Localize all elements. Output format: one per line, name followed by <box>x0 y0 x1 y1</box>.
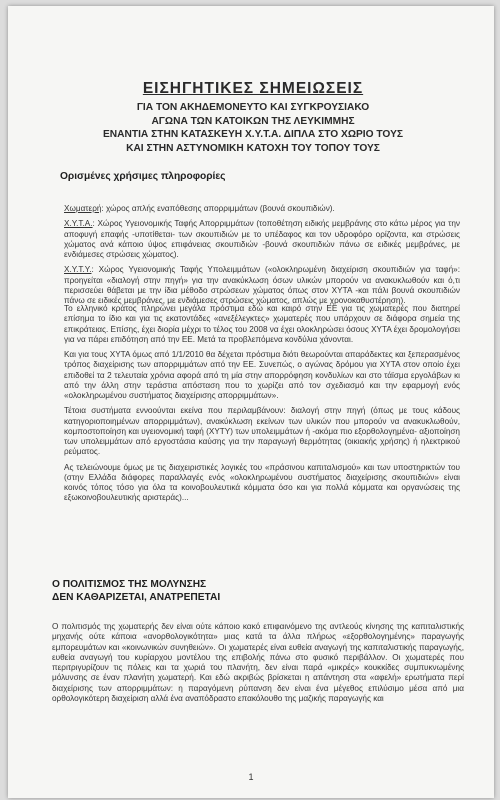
body-text-section1 <box>64 304 460 509</box>
document-page <box>8 6 494 798</box>
paragraph: Τέτοια συστήματα εννοούνται εκείνα που περιλαμβάνουν: διαλογή στην πηγή (όπως με τους κάδους κατηγοριοποιημένων απορριμμάτων), ανακύκλωση εκείνων των υλικών που μπορούν να ανακυκλωθούν, κομποστοποίηση και υγειονομική ταφή (ΧΥΤΥ) των υπολειμμάτων ή -ακόμα πιο εξορθολογημένα- αξιοποίηση των υπολειμμάτων από εργοστάσια καύσης για την παραγωγή θερμότητας (οικιακής χρήσης) ή ηλεκτρικού ρεύματος. <box>64 406 460 457</box>
definition-term: Χωματερή <box>64 204 102 213</box>
definition-text: : Χώρος Υγειονομικής Ταφής Απορριμμάτων (τοποθέτηση ειδικής μεμβράνης στο κάτω μέρος για την αποφυγή επαφής -υποτίθεται- των σκουπιδιών με το υπέδαφος και τον υδροφόρο ορίζοντα, και στρώσεις χώματος ανά κάποιο ύψος επιφάνειας σκουπιδιών -βουνά σκουπιδιών πάνω σε ειδικές μεμβράνες, με ενδιάμεσες στρώσεις χώματος). <box>64 219 460 259</box>
subtitle-line: ΓΙΑ ΤΟΝ ΑΚΗΔΕΜΟΝΕΥΤΟ ΚΑΙ ΣΥΓΚΡΟΥΣΙΑΚΟ <box>136 102 370 113</box>
subtitle-line: ΚΑΙ ΣΤΗΝ ΑΣΤΥΝΟΜΙΚΗ ΚΑΤΟΧΗ ΤΟΥ ΤΟΠΟΥ ΤΟΥΣ <box>126 142 380 154</box>
section-heading-info: Ορισμένες χρήσιμες πληροφορίες <box>60 171 226 182</box>
definition-text: : Χώρος Υγειονομικής Ταφής Υπολειμμάτων («ολοκληρωμένη διαχείριση σκουπιδιών για ταφή»: προηγείται «διαλογή στην πηγή» για την ανακύκλωση όσων υλικών μπορούν να ανακυκλωθούν και ό,τι περισσεύει θάβεται με την ίδια μέθοδο στρώσεων χώματος όπως στον ΧΥΤΑ -και πάλι βουνά σκουπιδιών πάνω σε ειδικές μεμβράνες, με ενδιάμεσες στρώσεις χώματος, απλώς με χρονοκαθυστέρηση). <box>64 265 460 305</box>
paragraph: Και για τους ΧΥΤΑ όμως από 1/1/2010 θα δέχεται πρόστιμα διότι θεωρούνται απαράδεκτες και ξεπερασμένος τρόπος διαχείρισης των απορριμμάτων από την ΕΕ. Συνεπώς, ο αγώνας δρόμου για ΧΥΤΑ στον οποίο έχει επιδοθεί τα 2 τελευταία χρόνια αφορά από τη μία στην απορρόφηση κονδυλίων και στο τάϊσμα εργολάβων κι από την άλλη στην τεράστια απόσταση που το χωρίζει από τον σχεδιασμό και την εφαρμογή ενός «ολοκληρωμένου συστήματος διαχείρισης απορριμμάτων». <box>64 350 460 400</box>
document-header <box>48 80 458 155</box>
body-text-section2 <box>52 622 464 709</box>
section-heading-pollution <box>52 578 220 604</box>
section-heading-line: ΔΕΝ ΚΑΘΑΡΙΖΕΤΑΙ, ΑΝΑΤΡΕΠΕΤΑΙ <box>52 592 221 603</box>
document-title: ΕΙΣΗΓΗΤΙΚΕΣ ΣΗΜΕΙΩΣΕΙΣ <box>142 80 364 97</box>
definition-term: Χ.Υ.Τ.Υ. <box>64 265 92 275</box>
paragraph: Ο πολιτισμός της χωματερής δεν είναι ούτε κάποιο κακό επιφαινόμενο της αντλεούς κίνησης της καπιταλιστικής μηχανής ούτε κάποια «ανορθολογικότητα» μιας κατά τα άλλα πλήρως «εξορθολογημένης» παραγωγής εμπορευμάτων και «κοινωνικών συνηθειών». Οι χωματερές είναι ευθεία αναγωγή της καπιταλιστικής παραγωγής, ευθεία αναγωγή του κυρίαρχου μοντέλου της επιβολής πάνω στο φυσικό περιβάλλον. Οι χωματερές που περιτριγυρίζουν τις πόλεις και τα χωριά του πλανήτη, δεν είναι παρά «μικρές» κουκκίδες συμπυκνωμένης μόλυνσης σε έναν πλανήτη χωματερή. Και εδώ ακριβώς βρίσκεται η απάντηση στα «αφελή» ερωτήματα περί διαχείρισης των απορριμμάτων: η παραγόμενη ρύπανση δεν είναι ένα μέγεθος επιλύσιμο μέσα από μια ορθολογικότερη διαχείριση αλλά ένα αναπόδραστο επακόλουθο της μαζικής παραγωγής και <box>52 622 464 703</box>
subtitle-line: ΑΓΩΝΑ ΤΩΝ ΚΑΤΟΙΚΩΝ ΤΗΣ ΛΕΥΚΙΜΜΗΣ <box>151 115 355 127</box>
definition-item <box>64 204 460 214</box>
paragraph: Το ελληνικό κράτος πληρώνει μεγάλα πρόστιμα εδώ και καιρό στην ΕΕ για τις χωματερές που διατηρεί επίσημα το ίδιο και για τις εκατοντάδες «ανεξέλεγκτες» χωματερές που υπάρχουν σε διάφορα σημεία της επικράτειας. Επίσης, έχει διορία μέχρι το τέλος του 2008 να έχει ολοκληρώσει όσους ΧΥΤΑ έχει δρομολογήσει για να πάρει επιδότηση από την ΕΕ. Μετά τα προβλεπόμενα κονδύλια χάνονται. <box>64 304 460 344</box>
definition-item <box>64 265 460 306</box>
definitions-block <box>64 204 460 311</box>
definition-term: Χ.Υ.Τ.Α. <box>64 219 93 229</box>
page-number: 1 <box>248 772 254 782</box>
section-heading-line: Ο ΠΟΛΙΤΙΣΜΟΣ ΤΗΣ ΜΟΛΥΝΣΗΣ <box>52 579 207 590</box>
definition-item <box>64 219 460 260</box>
subtitle-line: ΕΝΑΝΤΙΑ ΣΤΗΝ ΚΑΤΑΣΚΕΥΗ Χ.Υ.Τ.Α. ΔΙΠΛΑ ΣΤΟ ΧΩΡΙΟ ΤΟΥΣ <box>103 129 403 140</box>
paragraph: Ας τελειώνουμε όμως με τις διαχειριστικές λογικές του «πράσινου καπιταλισμού» και των υποστηρικτών του (στην Ελλάδα διάφορες παραλλαγές ενός «ολοκληρωμένου συστήματος διαχείρισης σκουπιδιών» είναι κοινός τόπος τόσο για όλα τα κοινοβουλευτικά κόμματα όσο και για πολλά κόμματα και οργανώσεις της εξωκοινοβουλευτικής αριστεράς)... <box>64 462 460 503</box>
definition-text: : χώρος απλής εναπόθεσης απορριμμάτων (βουνά σκουπιδιών). <box>101 204 335 213</box>
